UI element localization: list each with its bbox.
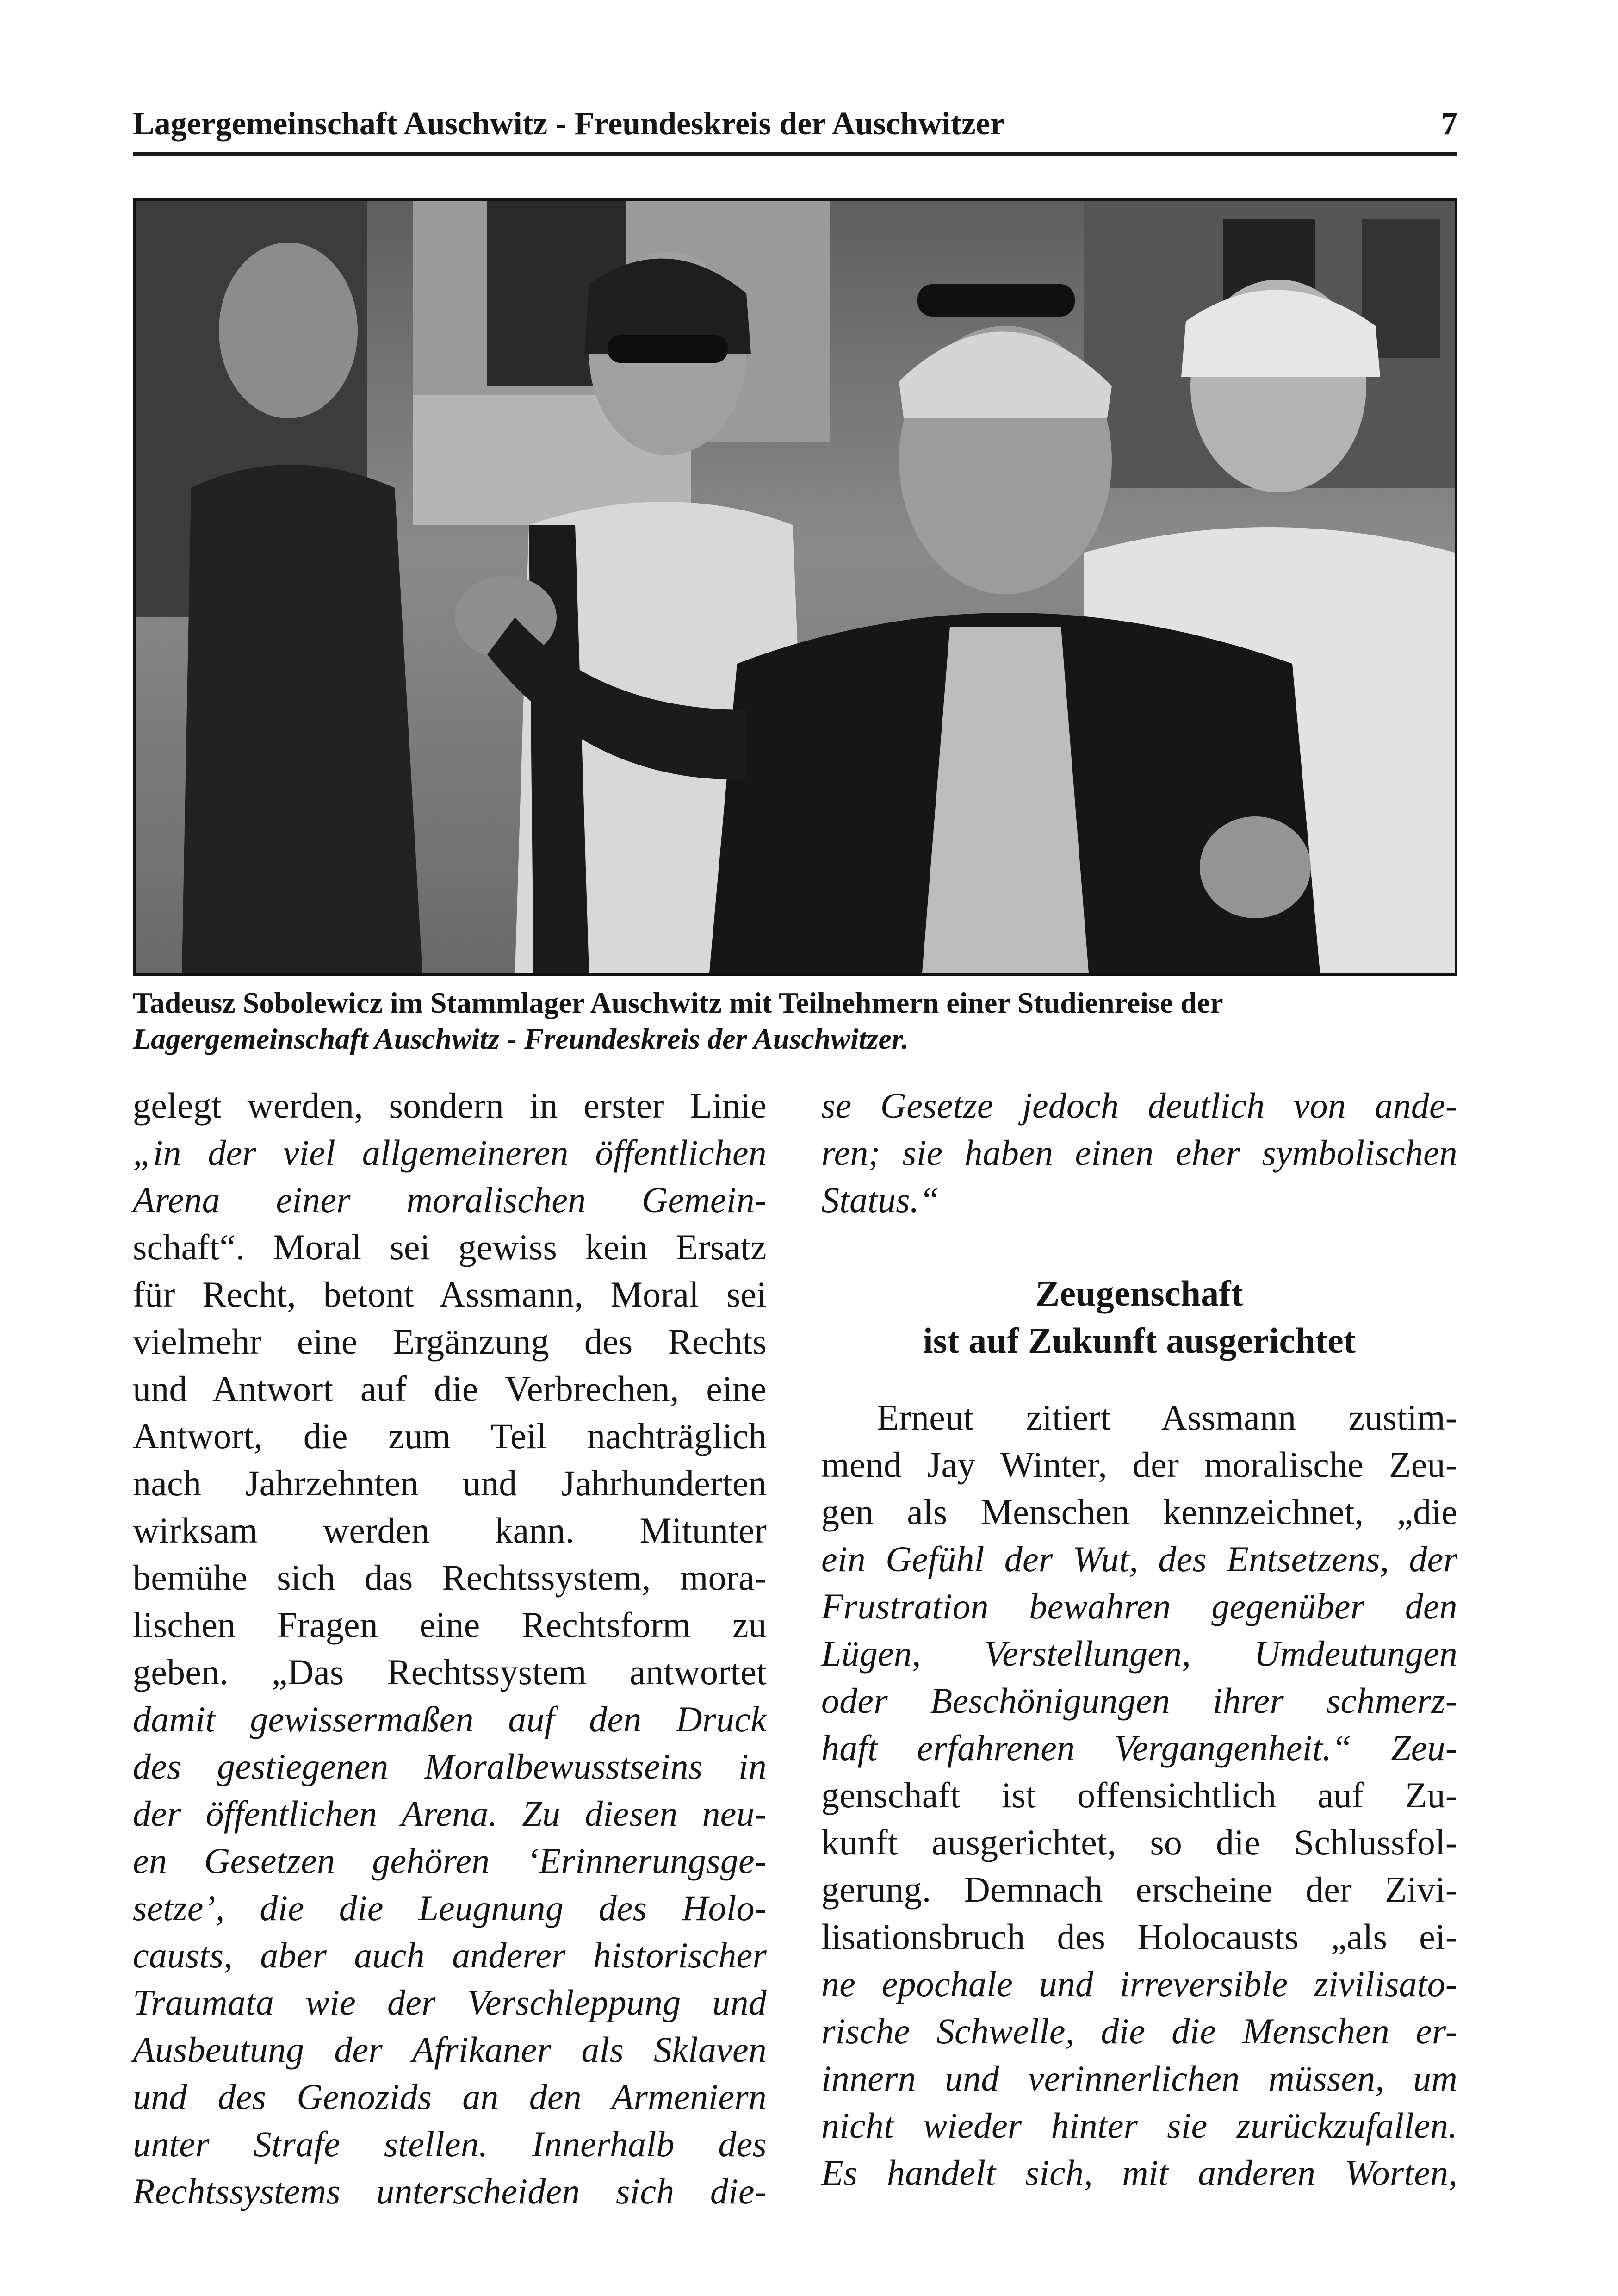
pointing-hand bbox=[1200, 816, 1311, 918]
text-line: Rechtssystems unterscheiden sich die- bbox=[133, 2171, 767, 2211]
text-line: Lügen, Verstellungen, Umdeutungen bbox=[821, 1633, 1457, 1674]
text-line: ren; sie haben einen eher symbolischen bbox=[821, 1132, 1457, 1173]
left-column bbox=[133, 1082, 767, 2215]
text-line: des gestiegenen Moralbewusstseins in bbox=[133, 1746, 767, 1786]
sunglasses-icon bbox=[608, 335, 728, 363]
text-line: causts, aber auch anderer historischer bbox=[133, 1935, 767, 1975]
text-line: und Antwort auf die Verbrechen, eine bbox=[133, 1369, 767, 1409]
text-line: Antwort, die zum Teil nachträglich bbox=[133, 1416, 767, 1456]
text-line: schaft“. Moral sei gewiss kein Ersatz bbox=[133, 1227, 767, 1267]
sunglasses-on-head-icon bbox=[917, 284, 1075, 317]
text-line: Traumata wie der Verschleppung und bbox=[133, 1982, 767, 2022]
text-line: gelegt werden, sondern in erster Linie bbox=[133, 1085, 767, 1126]
spacer bbox=[821, 1364, 1457, 1394]
text-line: setze’, die die Leugnung des Holo- bbox=[133, 1888, 767, 1928]
text-line: der öffentlichen Arena. Zu diesen neu- bbox=[133, 1793, 767, 1834]
right-column bbox=[821, 1082, 1457, 2196]
text-line: damit gewissermaßen auf den Druck bbox=[133, 1699, 767, 1739]
text-line: kunft ausgerichtet, so die Schlussfol- bbox=[821, 1822, 1457, 1862]
text-line: für Recht, betont Assmann, Moral sei bbox=[133, 1274, 767, 1314]
text-line: Arena einer moralischen Gemein- bbox=[133, 1180, 767, 1220]
text-line: lisationsbruch des Holocausts „als ei- bbox=[821, 1916, 1457, 1957]
text-line: Es handelt sich, mit anderen Worten, bbox=[821, 2153, 1457, 2193]
group-photo bbox=[133, 198, 1457, 976]
man-left-head bbox=[219, 243, 358, 418]
photo-caption bbox=[133, 985, 1457, 1057]
text-line: innern und verinnerlichen müssen, um bbox=[821, 2058, 1457, 2098]
text-line: unter Strafe stellen. Innerhalb des bbox=[133, 2124, 767, 2164]
page-number: 7 bbox=[1441, 106, 1457, 142]
text-line: vielmehr eine Ergänzung des Rechts bbox=[133, 1321, 767, 1362]
text-line: wirksam werden kann. Mitunter bbox=[133, 1510, 767, 1550]
journal-title: Lagergemeinschaft Auschwitz - Freundeskreis der Auschwitzer bbox=[133, 106, 1004, 142]
text-line: Frustration bewahren gegenüber den bbox=[821, 1586, 1457, 1626]
caption-line-2: Lagergemeinschaft Auschwitz - Freundeskreis der Auschwitzer. bbox=[133, 1022, 909, 1055]
text-line: und des Genozids an den Armeniern bbox=[133, 2077, 767, 2117]
text-line: rische Schwelle, die die Menschen er- bbox=[821, 2011, 1457, 2051]
text-line: ein Gefühl der Wut, des Entsetzens, der bbox=[821, 1539, 1457, 1579]
spacer bbox=[821, 1224, 1457, 1270]
section-heading-line-1: Zeugenschaft bbox=[1035, 1273, 1243, 1313]
text-line: geben. „Das Rechtssystem antwortet bbox=[133, 1652, 767, 1692]
text-line: nach Jahrzehnten und Jahrhunderten bbox=[133, 1463, 767, 1503]
text-line: gen als Menschen kennzeichnet, „die bbox=[821, 1492, 1457, 1532]
text-line: „in der viel allgemeineren öffentlichen bbox=[133, 1132, 767, 1173]
running-header bbox=[133, 97, 1457, 156]
text-line: lischen Fragen eine Rechtsform zu bbox=[133, 1605, 767, 1645]
text-line: Erneut zitiert Assmann zustim- bbox=[877, 1397, 1457, 1437]
caption-line-1: Tadeusz Sobolewicz im Stammlager Auschwitz mit Teilnehmern einer Studienreise der bbox=[133, 986, 1223, 1019]
text-line: Status.“ bbox=[821, 1180, 940, 1220]
text-line: en Gesetzen gehören ‘Erinnerungsge- bbox=[133, 1841, 767, 1881]
section-heading-line-2: ist auf Zukunft ausgerichtet bbox=[923, 1320, 1356, 1361]
text-line: haft erfahrenen Vergangenheit.“ Zeu- bbox=[821, 1728, 1457, 1768]
text-line: gerung. Demnach erscheine der Zivi- bbox=[821, 1869, 1457, 1910]
text-line: ne epochale und irreversible zivilisato- bbox=[821, 1964, 1457, 2004]
text-line: nicht wieder hinter sie zurückzufallen. bbox=[821, 2105, 1457, 2146]
text-line: genschaft ist offensichtlich auf Zu- bbox=[821, 1775, 1457, 1815]
text-line: se Gesetze jedoch deutlich von ande- bbox=[821, 1085, 1457, 1126]
photo-illustration bbox=[136, 201, 1455, 973]
text-line: Ausbeutung der Afrikaner als Sklaven bbox=[133, 2029, 767, 2070]
man-left-shirt bbox=[182, 465, 422, 973]
text-line: bemühe sich das Rechtssystem, mora- bbox=[133, 1557, 767, 1598]
text-line: mend Jay Winter, der moralische Zeu- bbox=[821, 1444, 1457, 1485]
text-line: oder Beschönigungen ihrer schmerz- bbox=[821, 1680, 1457, 1721]
man-center-shirt bbox=[922, 627, 1089, 973]
